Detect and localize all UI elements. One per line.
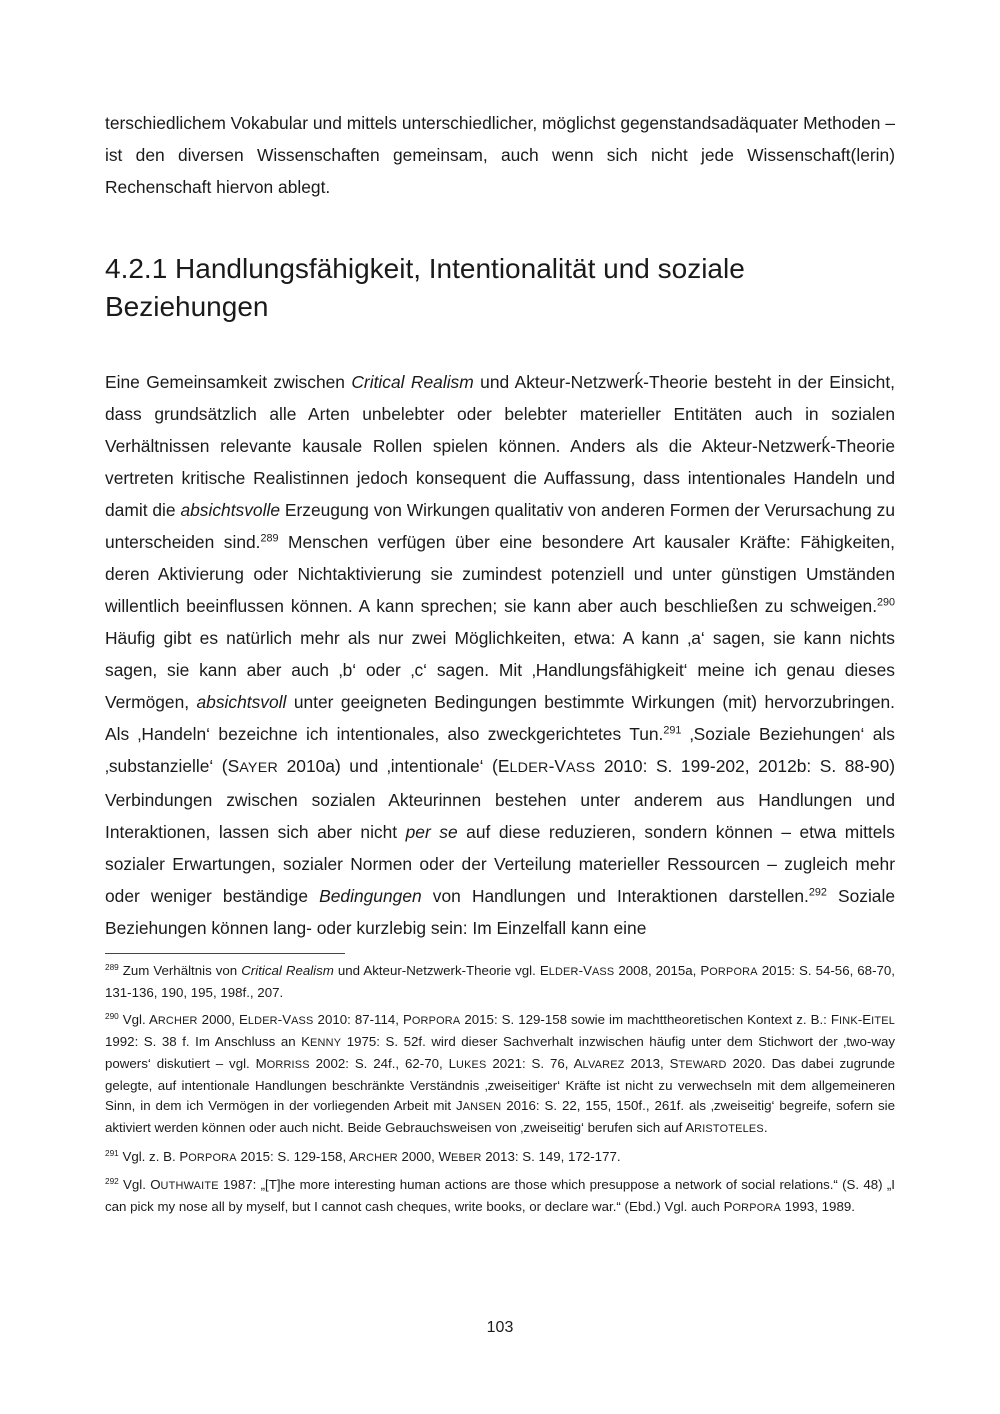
text-run: ‚Soziale Beziehungen‘ als ‚substanzielle‘ (	[105, 724, 895, 776]
text-run: S	[227, 756, 240, 776]
text-run: 1993, 1989.	[780, 1199, 855, 1215]
text-run: 2010: S. 199-202, 2012b: S. 88-90) Verbindungen zwischen sozialen Akteurinnen bestehen unter anderem aus Handlungen und Interaktionen, lassen sich aber nicht	[105, 756, 896, 842]
text-run: ORPORA	[709, 966, 758, 978]
intro-paragraph: terschiedlichem Vokabular und mittels unterschiedlicher, möglichst gegenstandsadäquater Methoden – ist den diversen Wissenschaften gemeinsam, auch wenn sich nicht jede Wissenschaft(lerin) Rechenschaft hiervon ablegt.	[105, 113, 895, 197]
text-run: -	[548, 756, 555, 776]
page-number: 103	[486, 1319, 514, 1336]
footnotes	[105, 961, 895, 1226]
text-run: 2015: S. 129-158, A	[236, 1148, 358, 1164]
text-run: 2010: 87-114, P	[313, 1012, 412, 1028]
text-run: und Akteur-Netzwerḱ-Theorie besteht in der Einsicht, dass grundsätzlich alle Arten unbelebter oder belebter materieller Entitäten auch in sozialen Verhältnissen relevante kausale Rollen spielen können. Anders als die Akteur-Netzwerḱ-Theorie vertreten kritische Realistinnen jedoch konsequent die Auffassung, dass intentionales Handeln und damit die	[105, 372, 895, 520]
text-run: und Akteur-Netzwerk-Theorie vgl. E	[333, 963, 549, 978]
emphasis: per se	[405, 822, 458, 842]
text-run: Vgl. z. B. P	[118, 1148, 189, 1164]
text-run: 2015: S. 54-56, 68-70, 131-136, 190, 195, 198f., 207.	[105, 963, 895, 1000]
text-run: 2000, E	[197, 1012, 248, 1028]
text-run: 1992: S. 38 f. Im Anschluss an K	[105, 1034, 311, 1050]
text-run: 1987: „[T]he more interesting human actions are those which presuppose a network of social relations.“ (S. 48) „I can pick my nose all by myself, but I cannot cash cheques, write books, or declare war.“ (Ebd.) Vgl. auch P	[105, 1177, 895, 1215]
emphasis: absichtsvoll	[196, 692, 287, 712]
emphasis: Bedingungen	[319, 886, 422, 906]
text-run: Eine Gemeinsamkeit zwischen	[105, 372, 352, 392]
footnote-number: 291	[105, 1148, 119, 1158]
text-run: LVAREZ	[582, 1058, 625, 1071]
text-run: ASS	[591, 966, 615, 978]
footnote-292	[105, 1175, 895, 1218]
footnote-divider	[105, 953, 345, 954]
text-run: ORPORA	[732, 1202, 781, 1215]
text-run: E	[497, 756, 510, 776]
footnote-ref-291[interactable]: 291	[663, 724, 682, 737]
text-run: 2002: S. 24f., 62-70, L	[309, 1055, 456, 1071]
text-run: unter geeigneten Bedingungen bestimmte Wirkungen (mit) hervorzubringen. Als ‚Handeln‘ bezeichne ich intentionales, also zweckgerichtetes Tun.	[105, 692, 895, 744]
text-run: LDER	[247, 1015, 278, 1028]
footnote-number: 292	[105, 1177, 119, 1187]
text-run: 2016: S. 22, 155, 150f., 261f. als ‚zweiseitig‘ begreife, sofern sie aktiviert werden können oder auch nicht. Beide Gebrauchsweisen von ‚zweiseitig‘ berufen sich auf A	[105, 1098, 895, 1135]
text-run: Menschen verfügen über eine besondere Art kausaler Kräfte: Fähigkeiten, deren Aktivierung oder Nichtaktivierung sie zumindest potenziell und unter günstigen Umständen willentlich beeinflussen können. A kann sprechen; sie kann aber auch beschließen zu schweigen.	[105, 532, 895, 616]
text-run: ORPORA	[188, 1151, 237, 1164]
text-run: -V	[578, 963, 592, 978]
text-run: auf diese reduzieren, sondern können – etwa mittels sozialer Erwartungen, sozialer Normen oder der Verteilung materieller Ressourcen – zugleich mehr oder weniger beständige	[105, 822, 895, 906]
text-run: ENNY	[310, 1037, 342, 1050]
footnote-number: 290	[105, 1012, 119, 1022]
text-run: Soziale Beziehungen können lang- oder kurzlebig sein: Im Einzelfall kann eine	[105, 886, 896, 938]
text-run: Erzeugung von Wirkungen qualitativ von anderen Formen der Verursachung zu unterscheiden sind.	[105, 500, 895, 552]
text-run: 2013, S	[624, 1055, 679, 1071]
text-run: AYER	[239, 760, 279, 776]
text-run: ANSEN	[462, 1101, 502, 1114]
text-run: Vgl. O	[118, 1177, 161, 1193]
text-run: ORPORA	[411, 1015, 461, 1028]
text-run: 2020. Das dabei zugrunde gelegte, auf intentionale Handlungen beschränkte Verständnis ‚zweiseitiger‘ Kräfte ist nicht zu verwechseln mit dem allgemeineren Sinn, in dem ich Vermögen in der vorliegenden Arbeit mit J	[105, 1055, 895, 1114]
text-run: LDER	[509, 760, 549, 776]
text-run: Häufig gibt es natürlich mehr als nur zwei Möglichkeiten, etwa: A kann ‚a‘ sagen, sie kann nichts sagen, sie kann aber auch ‚b‘ oder ‚c‘ sagen. Mit ‚Handlungsfähigkeit‘ meine ich genau dieses Vermögen,	[105, 628, 895, 712]
footnote-289	[105, 961, 895, 1003]
text-run: ITEL	[871, 1015, 895, 1028]
text-run: RISTOTELES	[694, 1122, 764, 1135]
text-run: INK	[839, 1015, 858, 1028]
text-run: RCHER	[157, 1015, 198, 1028]
text-run: 2000, W	[397, 1148, 452, 1164]
text-run: 2010a) und ‚intentionale‘ (	[278, 756, 498, 776]
text-run: UKES	[455, 1058, 487, 1071]
text-run: Vgl. A	[118, 1012, 158, 1028]
text-run: UTHWAITE	[160, 1180, 219, 1193]
footnote-number: 289	[105, 963, 119, 973]
text-run: -V	[277, 1012, 292, 1028]
emphasis: absichtsvolle	[180, 500, 281, 520]
author-name	[228, 756, 279, 776]
footnote-291	[105, 1147, 895, 1169]
text-run: 2008, 2015a, P	[614, 963, 710, 978]
text-run: EBER	[451, 1151, 482, 1164]
text-run: 2013: S. 149, 172-177.	[481, 1148, 621, 1164]
text-run: ORRISS	[266, 1058, 310, 1071]
section-heading: 4.2.1 Handlungsfähigkeit, Intentionalität und soziale Beziehungen	[105, 253, 745, 322]
text-run: -E	[857, 1012, 872, 1028]
text-run: LDER	[548, 966, 579, 978]
text-run: 2021: S. 76, A	[486, 1055, 583, 1071]
text-run: RCHER	[357, 1151, 398, 1164]
text-run: V	[554, 756, 566, 776]
emphasis: Critical Realism	[351, 372, 474, 392]
text-run: TEWARD	[678, 1058, 727, 1071]
text-run: ASS	[566, 760, 596, 776]
text-run: 2015: S. 129-158 sowie im machttheoretischen Kontext z. B.: F	[460, 1012, 840, 1028]
footnote-ref-292[interactable]: 292	[808, 886, 827, 899]
text-run: ASS	[291, 1015, 314, 1028]
text-run: .	[763, 1119, 768, 1135]
text-run: Zum Verhältnis von	[118, 963, 242, 978]
footnote-290	[105, 1010, 895, 1139]
footnote-ref-289[interactable]: 289	[260, 532, 279, 545]
text-run: von Handlungen und Interaktionen darstellen.	[421, 886, 809, 906]
author-name	[498, 756, 596, 776]
emphasis: Critical Realism	[241, 963, 334, 978]
main-paragraph	[105, 366, 895, 944]
footnote-ref-290[interactable]: 290	[877, 596, 895, 609]
text-run: 1975: S. 52f. wird dieser Sachverhalt inzwischen häufig unter dem Stichwort der ‚two-way powers‘ diskutiert – vgl. M	[105, 1034, 895, 1071]
